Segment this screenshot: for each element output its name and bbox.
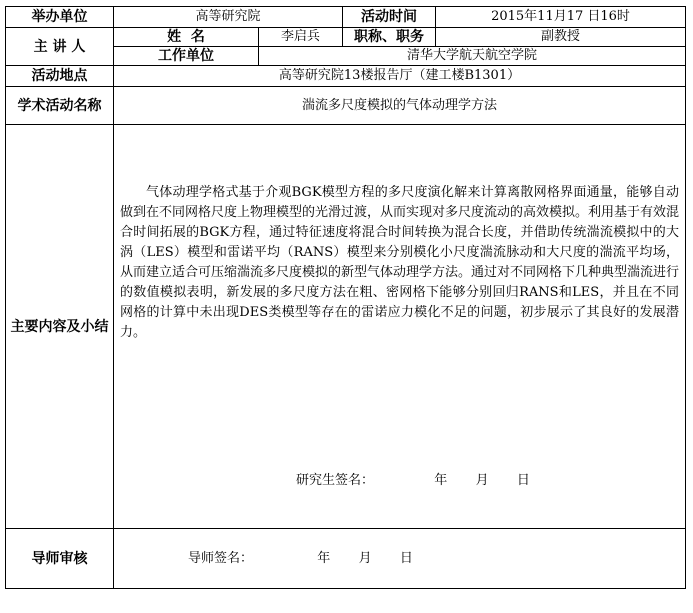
advisor-sign-year: 年 [317,551,331,566]
advisor-sign-day: 日 [399,551,413,566]
time-label: 活动时间 [343,7,436,28]
title-label: 职称、职务 [343,28,436,47]
advisor-sign-month: 月 [358,551,372,566]
review-label: 导师审核 [6,529,114,589]
student-sign-day: 日 [516,473,530,488]
organizer-value: 高等研究院 [114,7,343,28]
location-label: 活动地点 [6,66,114,87]
seminar-record-form [5,6,686,589]
speaker-label: 主 讲 人 [6,28,114,66]
advisor-sign-label: 导师签名： [188,551,254,566]
activity-name-value: 湍流多尺度模拟的气体动理学方法 [114,87,686,125]
organizer-label: 举办单位 [6,7,114,28]
activity-name-label: 学术活动名称 [6,87,114,125]
location-value: 高等研究院13楼报告厅（建工楼B1301） [114,66,686,87]
student-signature-line [296,473,530,489]
name-value: 李启兵 [259,28,343,47]
summary-label: 主要内容及小结 [6,125,114,529]
summary-text: 气体动理学格式基于介观BGK模型方程的多尺度演化解来计算离散网格界面通量，能够自动做到在不同网格尺度上物理模型的光滑过渡，从而实现对多尺度流动的高效模拟。利用基于有效混合时间拓展的BGK方程，通过特征速度将混合时间转换为混合长度，并借助传统湍流模拟中的大涡（LES）模型和雷诺平均（RANS）模型来分别模化小尺度湍流脉动和大尺度的湍流平均场，从而建立适合可压缩湍流多尺度模拟的新型气体动理学方法。通过对不同网格下几种典型湍流进行的数值模拟表明，新发展的多尺度方法在粗、密网格下能够分别回归RANS和LES，并且在不同网格的计算中未出现DES类模型等存在的雷诺应力模化不足的问题，初步展示了其良好的发展潜力。 [120,185,680,340]
student-sign-year: 年 [434,473,448,488]
student-sign-label: 研究生签名： [296,473,375,488]
affiliation-value: 清华大学航天航空学院 [259,47,686,66]
time-value: 2015年11月17 日16时 [436,7,686,28]
advisor-signature-line [188,551,413,567]
review-cell [114,529,686,589]
student-sign-month: 月 [475,473,489,488]
affiliation-label: 工作单位 [114,47,259,66]
name-label: 姓 名 [114,28,259,47]
title-value: 副教授 [436,28,686,47]
summary-cell [114,125,686,529]
